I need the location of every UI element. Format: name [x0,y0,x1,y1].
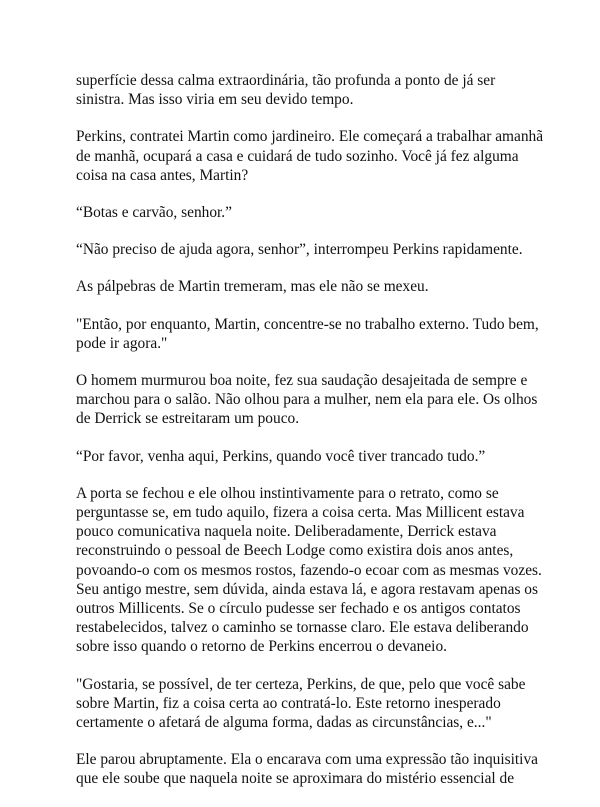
text-line: povoando-o com os mesmos rostos, fazendo-o ecoar com as mesmas vozes. [76,561,542,579]
text-line: A porta se fechou e ele olhou instintivamente para o retrato, como se [76,484,499,502]
text-line: Perkins, contratei Martin como jardineiro. Ele começará a trabalhar amanhã [76,128,544,146]
text-line: de Derrick se estreitaram um pouco. [76,410,300,428]
text-line: “Botas e carvão, senhor.” [76,204,232,222]
text-line: perguntasse se, em tudo aquilo, fizera a coisa certa. Mas Millicent estava [76,504,525,522]
text-line: marchou para o salão. Não olhou para a mulher, nem ela para ele. Os olhos [76,391,538,409]
paragraph [76,315,539,353]
text-line: pouco comunicativa naquela noite. Deliberadamente, Derrick estava [76,523,497,541]
text-line: outros Millicents. Se o círculo pudesse ser fechado e os antigos contatos [76,600,521,618]
paragraph [76,371,536,429]
text-line: que ele soube que naquela noite se aproximara do mistério essencial de [76,770,515,788]
paragraph [76,484,542,657]
paragraph [76,71,536,109]
text-line: “Por favor, venha aqui, Perkins, quando você tiver trancado tudo.” [76,447,486,465]
paragraph [76,277,536,296]
text-line: Ele parou abruptamente. Ela o encarava com uma expressão tão inquisitiva [76,751,538,769]
text-line: certamente o afetará de alguma forma, dadas as circunstâncias, e..." [76,714,492,732]
text-line: superfície dessa calma extraordinária, tão profunda a ponto de já ser [76,72,496,89]
paragraph [76,203,536,222]
text-line: “Não preciso de ajuda agora, senhor”, interrompeu Perkins rapidamente. [76,241,523,259]
text-line: "Gostaria, se possível, de ter certeza, Perkins, de que, pelo que você sabe [76,675,526,693]
text-line: de manhã, ocupará a casa e cuidará de tudo sozinho. Você já fez alguma [76,147,519,165]
text-line: reconstruindo o pessoal de Beech Lodge como existira dois anos antes, [76,542,514,560]
text-line: sobre isso quando o retorno de Perkins encerrou o devaneio. [76,638,447,656]
text-line: restabelecidos, talvez o caminho se tornasse claro. Ele estava deliberando [76,619,529,637]
document-page [76,71,544,807]
paragraph [76,127,544,185]
text-line: O homem murmurou boa noite, fez sua saudação desajeitada de sempre e [76,372,528,390]
text-line: Seu antigo mestre, sem dúvida, ainda estava lá, e agora restavam apenas os [76,580,538,598]
text-line: sinistra. Mas isso viria em seu devido tempo. [76,91,354,109]
paragraph [76,750,536,788]
text-line: pode ir agora." [76,334,168,352]
text-line: sobre Martin, fiz a coisa certa ao contratá-lo. Este retorno inesperado [76,694,501,712]
paragraph [76,675,536,733]
text-line: "Então, por enquanto, Martin, concentre-se no trabalho externo. Tudo bem, [76,315,539,333]
paragraph [76,240,536,259]
text-line: As pálpebras de Martin tremeram, mas ele não se mexeu. [76,278,429,296]
paragraph [76,447,536,466]
text-line: coisa na casa antes, Martin? [76,166,249,184]
